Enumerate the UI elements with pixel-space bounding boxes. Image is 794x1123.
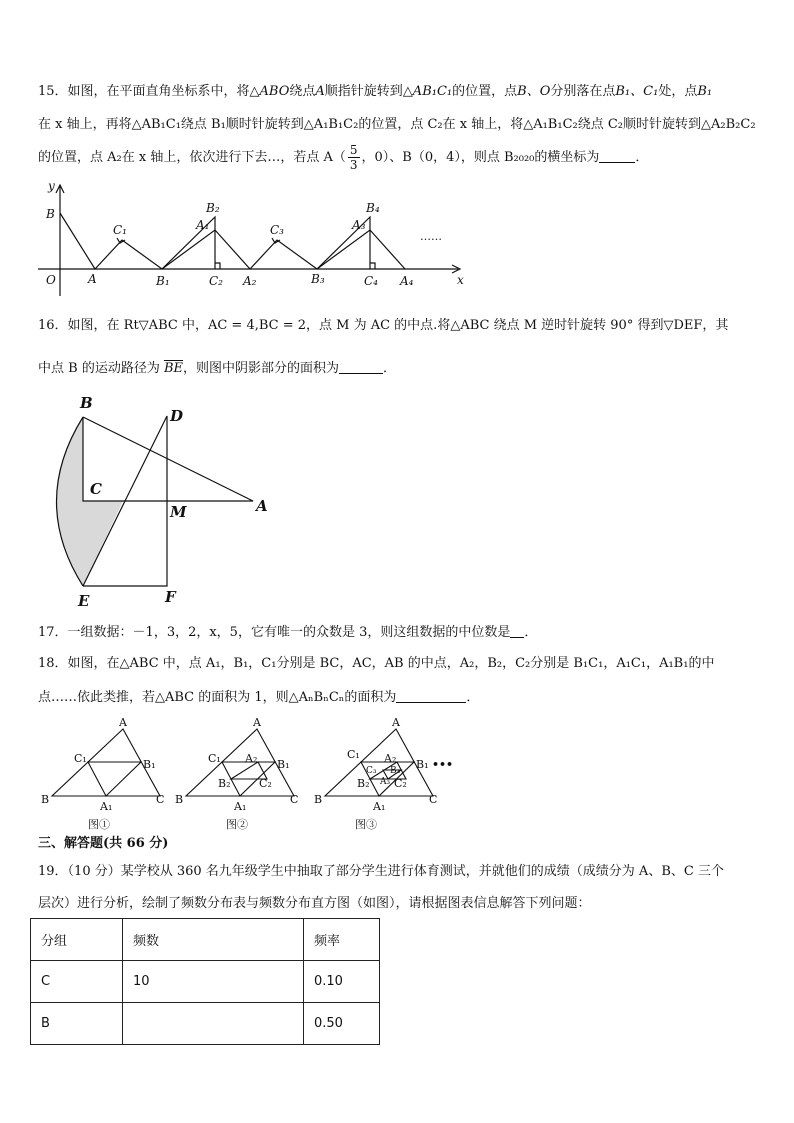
point-A2-label: A₂: [243, 274, 257, 288]
point-A3-label: A₃: [352, 218, 366, 232]
table-cell: 0.50: [304, 1003, 380, 1045]
point-B2-label: B₂: [206, 201, 220, 215]
q16-line1: 16．如图，在 Rt▽ABC 中，AC = 4,BC = 2，点 M 为 AC 的中点.将△ABC 绕点 M 逆时针旋转 90° 得到▽DEF，其: [38, 318, 729, 333]
table-cell: 0.10: [304, 961, 380, 1003]
point-C4-label: C₄: [364, 274, 378, 288]
point-C3-label: C₃: [270, 223, 284, 237]
point-A1-label: A₁: [196, 218, 210, 232]
fig2-C1: C₁: [208, 752, 221, 765]
fig3-B: B: [314, 793, 323, 806]
table-cell: [123, 1003, 304, 1045]
point-M-label: M: [170, 503, 187, 521]
section-heading: 三、解答题(共 66 分): [38, 836, 169, 851]
fig2-A2: A₂: [245, 752, 258, 765]
fig3-caption: 图③: [355, 818, 377, 831]
fig2-A: A: [253, 716, 261, 729]
fig1-B: B: [41, 793, 50, 806]
point-C1-label: C₁: [113, 223, 127, 237]
q18-line2: 点……依此类推，若△ABC 的面积为 1，则△AₙBₙCₙ的面积为 ．: [38, 690, 480, 705]
fig3-A: A: [392, 716, 400, 729]
q15-line1: 15．如图，在平面直角坐标系中，将△ABO绕点A顺指针旋转到△AB₁C₁的位置，点B、O分别落在点B₁、C₁处，点B₁: [38, 84, 713, 99]
point-A-label: A: [88, 272, 97, 286]
fig1-A1: A₁: [100, 800, 113, 813]
table-cell: B: [31, 1003, 123, 1045]
point-A4-label: A₄: [400, 274, 414, 288]
origin-label: O: [46, 273, 56, 287]
fig2-C2: C₂: [259, 777, 272, 790]
table-header: 频率: [304, 919, 380, 961]
frequency-table: [30, 918, 380, 1045]
fig2-caption: 图②: [226, 818, 248, 831]
q16-line2: 中点 B 的运动路径为 $\overline{BE}$，则图中阴影部分的面积为 ．: [38, 361, 397, 376]
axis-x-label: x: [457, 273, 464, 287]
point-F-label: F: [165, 588, 176, 606]
fig3-B3: B₃: [390, 766, 401, 776]
fig3-A3: A₃: [380, 777, 391, 787]
point-D-label: D: [170, 407, 184, 425]
point-A-label-q16: A: [256, 497, 268, 515]
axis-y-label: y: [48, 179, 55, 193]
q19-line2: 层次）进行分析，绘制了频数分布表与频数分布直方图（如图），请根据图表信息解答下列问题：: [38, 896, 591, 911]
fig1-caption: 图①: [88, 818, 110, 831]
point-B4-label: B₄: [366, 201, 380, 215]
fig2-B2: B₂: [218, 777, 231, 790]
fig3-A1: A₁: [373, 800, 386, 813]
continuation-dots: ……: [420, 230, 442, 243]
point-B1-label: B₁: [156, 274, 170, 288]
q15-line3: 的位置，点 A₂在 x 轴上，依次进行下去…，若点 A（ $\frac{5}{3}$ ，0）、B（0，4），则点 B₂₀₂₀的横坐标为 ．: [38, 143, 649, 172]
fig3-A2: A₂: [384, 752, 397, 765]
fig3-B2: B₂: [357, 777, 370, 790]
point-E-label: E: [78, 592, 90, 610]
table-row: [31, 1003, 380, 1045]
fig1-A: A: [119, 716, 127, 729]
point-C2-label: C₂: [209, 274, 223, 288]
table-cell: 10: [123, 961, 304, 1003]
fig3-C: C: [429, 793, 438, 806]
q15-line2: 在 x 轴上，再将△AB₁C₁绕点 B₁顺时针旋转到△A₁B₁C₂的位置，点 C₂在 x 轴上，将△A₁B₁C₂绕点 C₂顺时针旋转到△A₂B₂C₂: [38, 117, 756, 132]
fig1-B1: B₁: [143, 758, 156, 771]
q18-line1: 18．如图，在△ABC 中，点 A₁，B₁，C₁分别是 BC，AC，AB 的中点，A₂，B₂，C₂分别是 B₁C₁，A₁C₁，A₁B₁的中: [38, 656, 715, 671]
table-row: [31, 961, 380, 1003]
fig3-more-dots: •••: [432, 758, 454, 771]
fig1-C1: C₁: [74, 752, 87, 765]
table-header-row: [31, 919, 380, 961]
point-B-label-q16: B: [80, 394, 93, 412]
arc-BE: $\overline{BE}$: [163, 361, 183, 376]
fig2-B: B: [175, 793, 184, 806]
fig3-C3: C₃: [366, 766, 377, 776]
point-B-label: B: [46, 207, 55, 221]
table-header: 频数: [123, 919, 304, 961]
point-C-label: C: [90, 480, 102, 498]
fig3-C1: C₁: [347, 748, 360, 761]
q19-line1: 19．（10 分）某学校从 360 名九年级学生中抽取了部分学生进行体育测试，并就他们的成绩（成绩分为 A、B、C 三个: [38, 864, 724, 879]
fig2-C: C: [290, 793, 299, 806]
fig3-B1: B₁: [416, 758, 429, 771]
table-cell: C: [31, 961, 123, 1003]
fraction-5-3: $\frac{5}{3}$: [349, 143, 358, 172]
fig2-A1: A₁: [234, 800, 247, 813]
fig3-C2: C₂: [394, 777, 407, 790]
q17-line: 17．一组数据：－1，3，2，x，5，它有唯一的众数是 3，则这组数据的中位数是 ．: [38, 625, 538, 640]
fig2-B1: B₁: [277, 758, 290, 771]
point-B3-label: B₃: [311, 272, 325, 286]
table-header: 分组: [31, 919, 123, 961]
fig1-C: C: [156, 793, 165, 806]
